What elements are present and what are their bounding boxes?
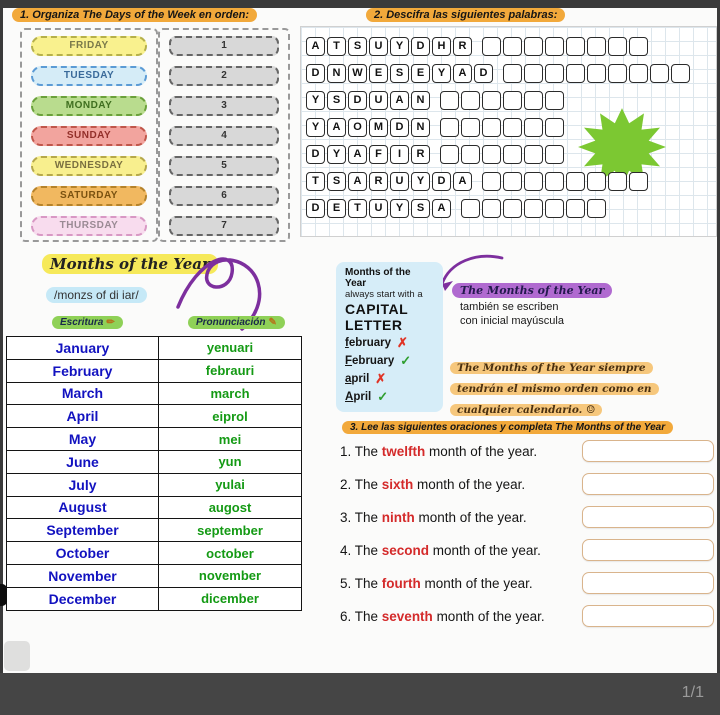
day-chip[interactable]: TUESDAY xyxy=(31,66,147,86)
letter-tile: Y xyxy=(411,172,430,191)
letter-tile: E xyxy=(411,64,430,83)
answer-tile[interactable] xyxy=(440,118,459,137)
sentence-row xyxy=(340,605,714,627)
page-indicator: 1/1 xyxy=(681,684,704,701)
letter-row xyxy=(306,145,692,164)
letter-tile: A xyxy=(390,91,409,110)
letter-tile: D xyxy=(411,37,430,56)
month-row xyxy=(7,564,302,587)
sentence-post: month of the year. xyxy=(413,476,526,492)
month-name: August xyxy=(7,496,159,519)
answer-tile[interactable] xyxy=(440,91,459,110)
letter-row xyxy=(306,172,692,191)
answer-tile[interactable] xyxy=(440,145,459,164)
sentence-row xyxy=(340,539,714,561)
letter-tile: A xyxy=(306,37,325,56)
months-table-body xyxy=(7,337,302,611)
notebook-icon: ✎ xyxy=(268,317,277,328)
answer-tile[interactable] xyxy=(545,37,564,56)
letter-row xyxy=(306,199,692,218)
sentence-post: month of the year. xyxy=(432,608,545,624)
viewer-bottom-bar xyxy=(0,673,720,715)
example-initial: a xyxy=(345,372,352,385)
answer-tiles xyxy=(440,91,566,110)
answer-tile[interactable] xyxy=(545,199,564,218)
letter-tile: D xyxy=(306,64,325,83)
answer-tile[interactable] xyxy=(587,64,606,83)
check-icon: ✓ xyxy=(400,352,412,368)
months-table xyxy=(6,336,302,611)
answer-box[interactable] xyxy=(582,605,714,627)
sentence-pre: The xyxy=(354,443,382,459)
answer-box[interactable] xyxy=(582,572,714,594)
sentence-post: month of the year. xyxy=(425,443,538,459)
pencil-icon: ✏ xyxy=(106,317,115,328)
sentence-post: month of the year. xyxy=(420,575,533,591)
pronunciacion-header xyxy=(188,316,285,329)
example-word xyxy=(345,337,391,349)
order-slot[interactable]: 1 xyxy=(169,36,279,56)
letter-tile: W xyxy=(348,64,367,83)
answer-tile[interactable] xyxy=(482,172,501,191)
answer-tile[interactable] xyxy=(566,199,585,218)
answer-tile[interactable] xyxy=(524,145,543,164)
month-row xyxy=(7,542,302,565)
letter-tile: R xyxy=(369,172,388,191)
section2-title: 2. Descifra las siguientes palabras: xyxy=(366,8,565,22)
months-phonetic: /monzs of di iar/ xyxy=(46,287,147,303)
sentence-number: 6. xyxy=(340,608,355,624)
escritura-header xyxy=(52,316,123,329)
month-name: April xyxy=(7,405,159,428)
month-row xyxy=(7,473,302,496)
days-list xyxy=(31,36,147,236)
letter-tile: H xyxy=(432,37,451,56)
answer-box[interactable] xyxy=(582,506,714,528)
answer-tile[interactable] xyxy=(545,118,564,137)
letter-tile: R xyxy=(411,145,430,164)
answer-tile[interactable] xyxy=(566,172,585,191)
month-row xyxy=(7,405,302,428)
sentence-pre: The xyxy=(354,476,382,492)
sentences-list xyxy=(340,440,714,638)
letter-tile: A xyxy=(453,64,472,83)
month-row xyxy=(7,337,302,360)
note2-line1: The Months of the Year siempre xyxy=(450,362,653,374)
letter-tile: A xyxy=(453,172,472,191)
order-slot[interactable]: 6 xyxy=(169,186,279,206)
letter-tile: T xyxy=(348,199,367,218)
answer-tile[interactable] xyxy=(545,172,564,191)
answer-tile[interactable] xyxy=(524,199,543,218)
sentence-post: month of the year. xyxy=(414,509,527,525)
month-pronunciation: yenuari xyxy=(159,337,302,360)
answer-tiles xyxy=(440,118,566,137)
answer-tile[interactable] xyxy=(482,145,501,164)
order-slot[interactable]: 5 xyxy=(169,156,279,176)
example-initial: F xyxy=(345,354,353,367)
answer-tile[interactable] xyxy=(461,91,480,110)
answer-tile[interactable] xyxy=(608,37,627,56)
answer-tile[interactable] xyxy=(482,118,501,137)
month-row xyxy=(7,359,302,382)
answer-tiles xyxy=(461,199,608,218)
example-initial: f xyxy=(345,336,349,349)
note-calendar-order xyxy=(450,358,659,421)
cap-box-capital: CAPITAL xyxy=(345,301,409,317)
day-chip[interactable]: THURSDAY xyxy=(31,216,147,236)
month-name: December xyxy=(7,587,159,610)
answer-tile[interactable] xyxy=(545,145,564,164)
note1-line3: con inicial mayúscula xyxy=(460,315,564,327)
letter-tile: F xyxy=(369,145,388,164)
letter-tile: D xyxy=(348,91,367,110)
example-word xyxy=(345,355,394,367)
x-icon: ✗ xyxy=(397,334,408,350)
letter-tile: U xyxy=(369,37,388,56)
letter-tile: U xyxy=(369,199,388,218)
month-pronunciation: dicember xyxy=(159,587,302,610)
scrambled-letters xyxy=(306,37,474,56)
example-rest: ebruary xyxy=(352,354,395,367)
escritura-label: Escritura xyxy=(60,317,104,328)
scrambled-letters xyxy=(306,91,432,110)
answer-tile[interactable] xyxy=(503,91,522,110)
month-pronunciation: october xyxy=(159,542,302,565)
month-row xyxy=(7,382,302,405)
section3-title: 3. Lee las siguientes oraciones y completa The Months of the Year xyxy=(342,421,673,434)
sentence-ordinal: twelfth xyxy=(381,443,426,459)
letter-rows xyxy=(306,37,692,226)
answer-tile[interactable] xyxy=(503,37,522,56)
letter-tile: S xyxy=(411,199,430,218)
section1-title: 1. Organiza The Days of the Week en orden: xyxy=(12,8,257,22)
answer-tiles xyxy=(482,172,650,191)
answer-tile[interactable] xyxy=(608,172,627,191)
note-capitalization xyxy=(452,281,612,327)
cap-box-letter: LETTER xyxy=(345,317,403,333)
answer-tile[interactable] xyxy=(482,37,501,56)
order-slot[interactable]: 2 xyxy=(169,66,279,86)
order-slots-column xyxy=(158,28,290,242)
month-row xyxy=(7,587,302,610)
sentence-row xyxy=(340,572,714,594)
month-row xyxy=(7,496,302,519)
example-word xyxy=(345,373,369,385)
answer-tile[interactable] xyxy=(587,172,606,191)
days-column xyxy=(20,28,158,242)
day-chip[interactable]: WEDNESDAY xyxy=(31,156,147,176)
month-pronunciation: febrauri xyxy=(159,359,302,382)
letter-tile: O xyxy=(348,118,367,137)
sentence-text xyxy=(340,444,582,459)
day-chip[interactable]: MONDAY xyxy=(31,96,147,116)
answer-tile[interactable] xyxy=(629,64,648,83)
sentence-row xyxy=(340,473,714,495)
month-pronunciation: september xyxy=(159,519,302,542)
answer-tile[interactable] xyxy=(482,91,501,110)
month-pronunciation: mei xyxy=(159,428,302,451)
sentence-number: 5. xyxy=(340,575,355,591)
answer-tile[interactable] xyxy=(524,37,543,56)
month-pronunciation: eiprol xyxy=(159,405,302,428)
month-name: September xyxy=(7,519,159,542)
letter-tile: Y xyxy=(306,91,325,110)
capital-letter-box xyxy=(336,262,443,412)
letter-tile: A xyxy=(348,172,367,191)
day-chip[interactable]: FRIDAY xyxy=(31,36,147,56)
answer-tile[interactable] xyxy=(503,199,522,218)
answer-tile[interactable] xyxy=(650,64,669,83)
sentence-ordinal: seventh xyxy=(381,608,433,624)
cap-box-subtitle: always start with a xyxy=(345,289,423,300)
answer-box[interactable] xyxy=(582,473,714,495)
letter-tile: Y xyxy=(390,199,409,218)
answer-box[interactable] xyxy=(582,539,714,561)
scrambled-letters xyxy=(306,172,474,191)
sentence-row xyxy=(340,440,714,462)
scan-artifact xyxy=(0,584,7,606)
cap-box-title: Months of the Year xyxy=(345,267,411,289)
sentence-ordinal: second xyxy=(381,542,430,558)
month-row xyxy=(7,519,302,542)
example-rest: pril xyxy=(353,390,372,403)
month-row xyxy=(7,450,302,473)
letter-tile: Y xyxy=(432,64,451,83)
sentence-pre: The xyxy=(354,542,382,558)
answer-tile[interactable] xyxy=(587,37,606,56)
answer-tile[interactable] xyxy=(524,64,543,83)
letter-row xyxy=(306,118,692,137)
letter-tile: U xyxy=(369,91,388,110)
scrambled-letters xyxy=(306,145,432,164)
sentence-number: 3. xyxy=(340,509,355,525)
sentence-number: 4. xyxy=(340,542,355,558)
answer-tile[interactable] xyxy=(482,199,501,218)
sentence-text xyxy=(340,576,582,591)
sentence-number: 2. xyxy=(340,476,355,492)
month-pronunciation: augost xyxy=(159,496,302,519)
sentence-pre: The xyxy=(354,608,382,624)
answer-tile[interactable] xyxy=(629,37,648,56)
letter-tile: E xyxy=(327,199,346,218)
answer-tile[interactable] xyxy=(545,64,564,83)
sentence-text xyxy=(340,543,582,558)
letter-tile: S xyxy=(327,91,346,110)
example-word xyxy=(345,391,371,403)
answer-tile[interactable] xyxy=(566,37,585,56)
capital-examples xyxy=(345,334,434,405)
letter-tile: N xyxy=(411,91,430,110)
answer-tile[interactable] xyxy=(503,145,522,164)
letter-tile: T xyxy=(306,172,325,191)
answer-tile[interactable] xyxy=(461,199,480,218)
month-pronunciation: november xyxy=(159,564,302,587)
capital-example xyxy=(345,334,434,351)
order-slot[interactable]: 7 xyxy=(169,216,279,236)
sentence-text xyxy=(340,510,582,525)
letter-tile: D xyxy=(432,172,451,191)
pronunciacion-label: Pronunciación xyxy=(196,317,266,328)
answer-tile[interactable] xyxy=(503,118,522,137)
answer-tile[interactable] xyxy=(629,172,648,191)
answer-tile[interactable] xyxy=(503,64,522,83)
letter-tile: S xyxy=(327,172,346,191)
letter-tile: A xyxy=(432,199,451,218)
answer-tile[interactable] xyxy=(587,199,606,218)
answer-tile[interactable] xyxy=(503,172,522,191)
letter-tile: Y xyxy=(306,118,325,137)
answer-tile[interactable] xyxy=(671,64,690,83)
order-slot[interactable]: 4 xyxy=(169,126,279,146)
capital-example xyxy=(345,370,434,387)
example-rest: pril xyxy=(351,372,370,385)
sentence-pre: The xyxy=(354,509,382,525)
letter-tile: E xyxy=(369,64,388,83)
letter-tile: T xyxy=(327,37,346,56)
letter-tile: R xyxy=(453,37,472,56)
month-name: March xyxy=(7,382,159,405)
sentence-ordinal: fourth xyxy=(381,575,421,591)
letter-tile: Y xyxy=(327,145,346,164)
scrambled-letters xyxy=(306,118,432,137)
letter-tile: D xyxy=(474,64,493,83)
letter-tile: I xyxy=(390,145,409,164)
answer-tile[interactable] xyxy=(524,172,543,191)
month-name: June xyxy=(7,450,159,473)
scrambled-letters xyxy=(306,64,495,83)
answer-tile[interactable] xyxy=(545,91,564,110)
sentence-ordinal: ninth xyxy=(381,509,415,525)
sentence-text xyxy=(340,609,582,624)
letter-tile: D xyxy=(390,118,409,137)
scan-smudge xyxy=(4,641,30,671)
check-icon: ✓ xyxy=(377,388,389,404)
answer-tiles xyxy=(503,64,692,83)
sentence-row xyxy=(340,506,714,528)
x-icon: ✗ xyxy=(375,370,387,386)
letter-tile: U xyxy=(390,172,409,191)
month-name: February xyxy=(7,359,159,382)
letter-tile: S xyxy=(348,37,367,56)
day-chip[interactable]: SATURDAY xyxy=(31,186,147,206)
letter-tile: Y xyxy=(390,37,409,56)
month-name: May xyxy=(7,428,159,451)
note2-line2: tendrán el mismo orden como en xyxy=(450,383,659,395)
letter-row xyxy=(306,64,692,83)
letter-tile: M xyxy=(369,118,388,137)
answer-tile[interactable] xyxy=(461,145,480,164)
order-slot[interactable]: 3 xyxy=(169,96,279,116)
letter-tile: A xyxy=(327,118,346,137)
sentence-ordinal: sixth xyxy=(381,476,414,492)
answer-box[interactable] xyxy=(582,440,714,462)
letter-tile: D xyxy=(306,145,325,164)
answer-tile[interactable] xyxy=(524,91,543,110)
capital-example xyxy=(345,388,434,405)
letter-tile: S xyxy=(390,64,409,83)
example-rest: ebruary xyxy=(348,336,392,349)
answer-tile[interactable] xyxy=(524,118,543,137)
sentence-post: month of the year. xyxy=(429,542,541,558)
answer-tile[interactable] xyxy=(608,64,627,83)
note1-highlight: The Months of the Year xyxy=(452,283,612,298)
months-title: Months of the Year xyxy=(42,254,218,274)
letter-tile: N xyxy=(411,118,430,137)
sentence-pre: The xyxy=(354,575,382,591)
month-row xyxy=(7,428,302,451)
month-pronunciation: yulai xyxy=(159,473,302,496)
letter-tile: N xyxy=(327,64,346,83)
month-name: October xyxy=(7,542,159,565)
letter-row xyxy=(306,91,692,110)
month-name: January xyxy=(7,337,159,360)
day-chip[interactable]: SUNDAY xyxy=(31,126,147,146)
answer-tile[interactable] xyxy=(566,64,585,83)
scrambled-letters xyxy=(306,199,453,218)
note2-line3: cualquier calendario. ☺ xyxy=(450,404,602,416)
month-name: July xyxy=(7,473,159,496)
letter-tile: D xyxy=(306,199,325,218)
letter-tile: A xyxy=(348,145,367,164)
note1-line2: también se escriben xyxy=(460,301,559,313)
month-pronunciation: march xyxy=(159,382,302,405)
month-name: November xyxy=(7,564,159,587)
answer-tile[interactable] xyxy=(461,118,480,137)
example-initial: A xyxy=(345,390,354,403)
capital-example xyxy=(345,352,434,369)
answer-tiles xyxy=(440,145,566,164)
month-pronunciation: yun xyxy=(159,450,302,473)
sentence-text xyxy=(340,477,582,492)
sentence-number: 1. xyxy=(340,443,355,459)
slots-list xyxy=(169,36,279,236)
letter-row xyxy=(306,37,692,56)
answer-tiles xyxy=(482,37,650,56)
